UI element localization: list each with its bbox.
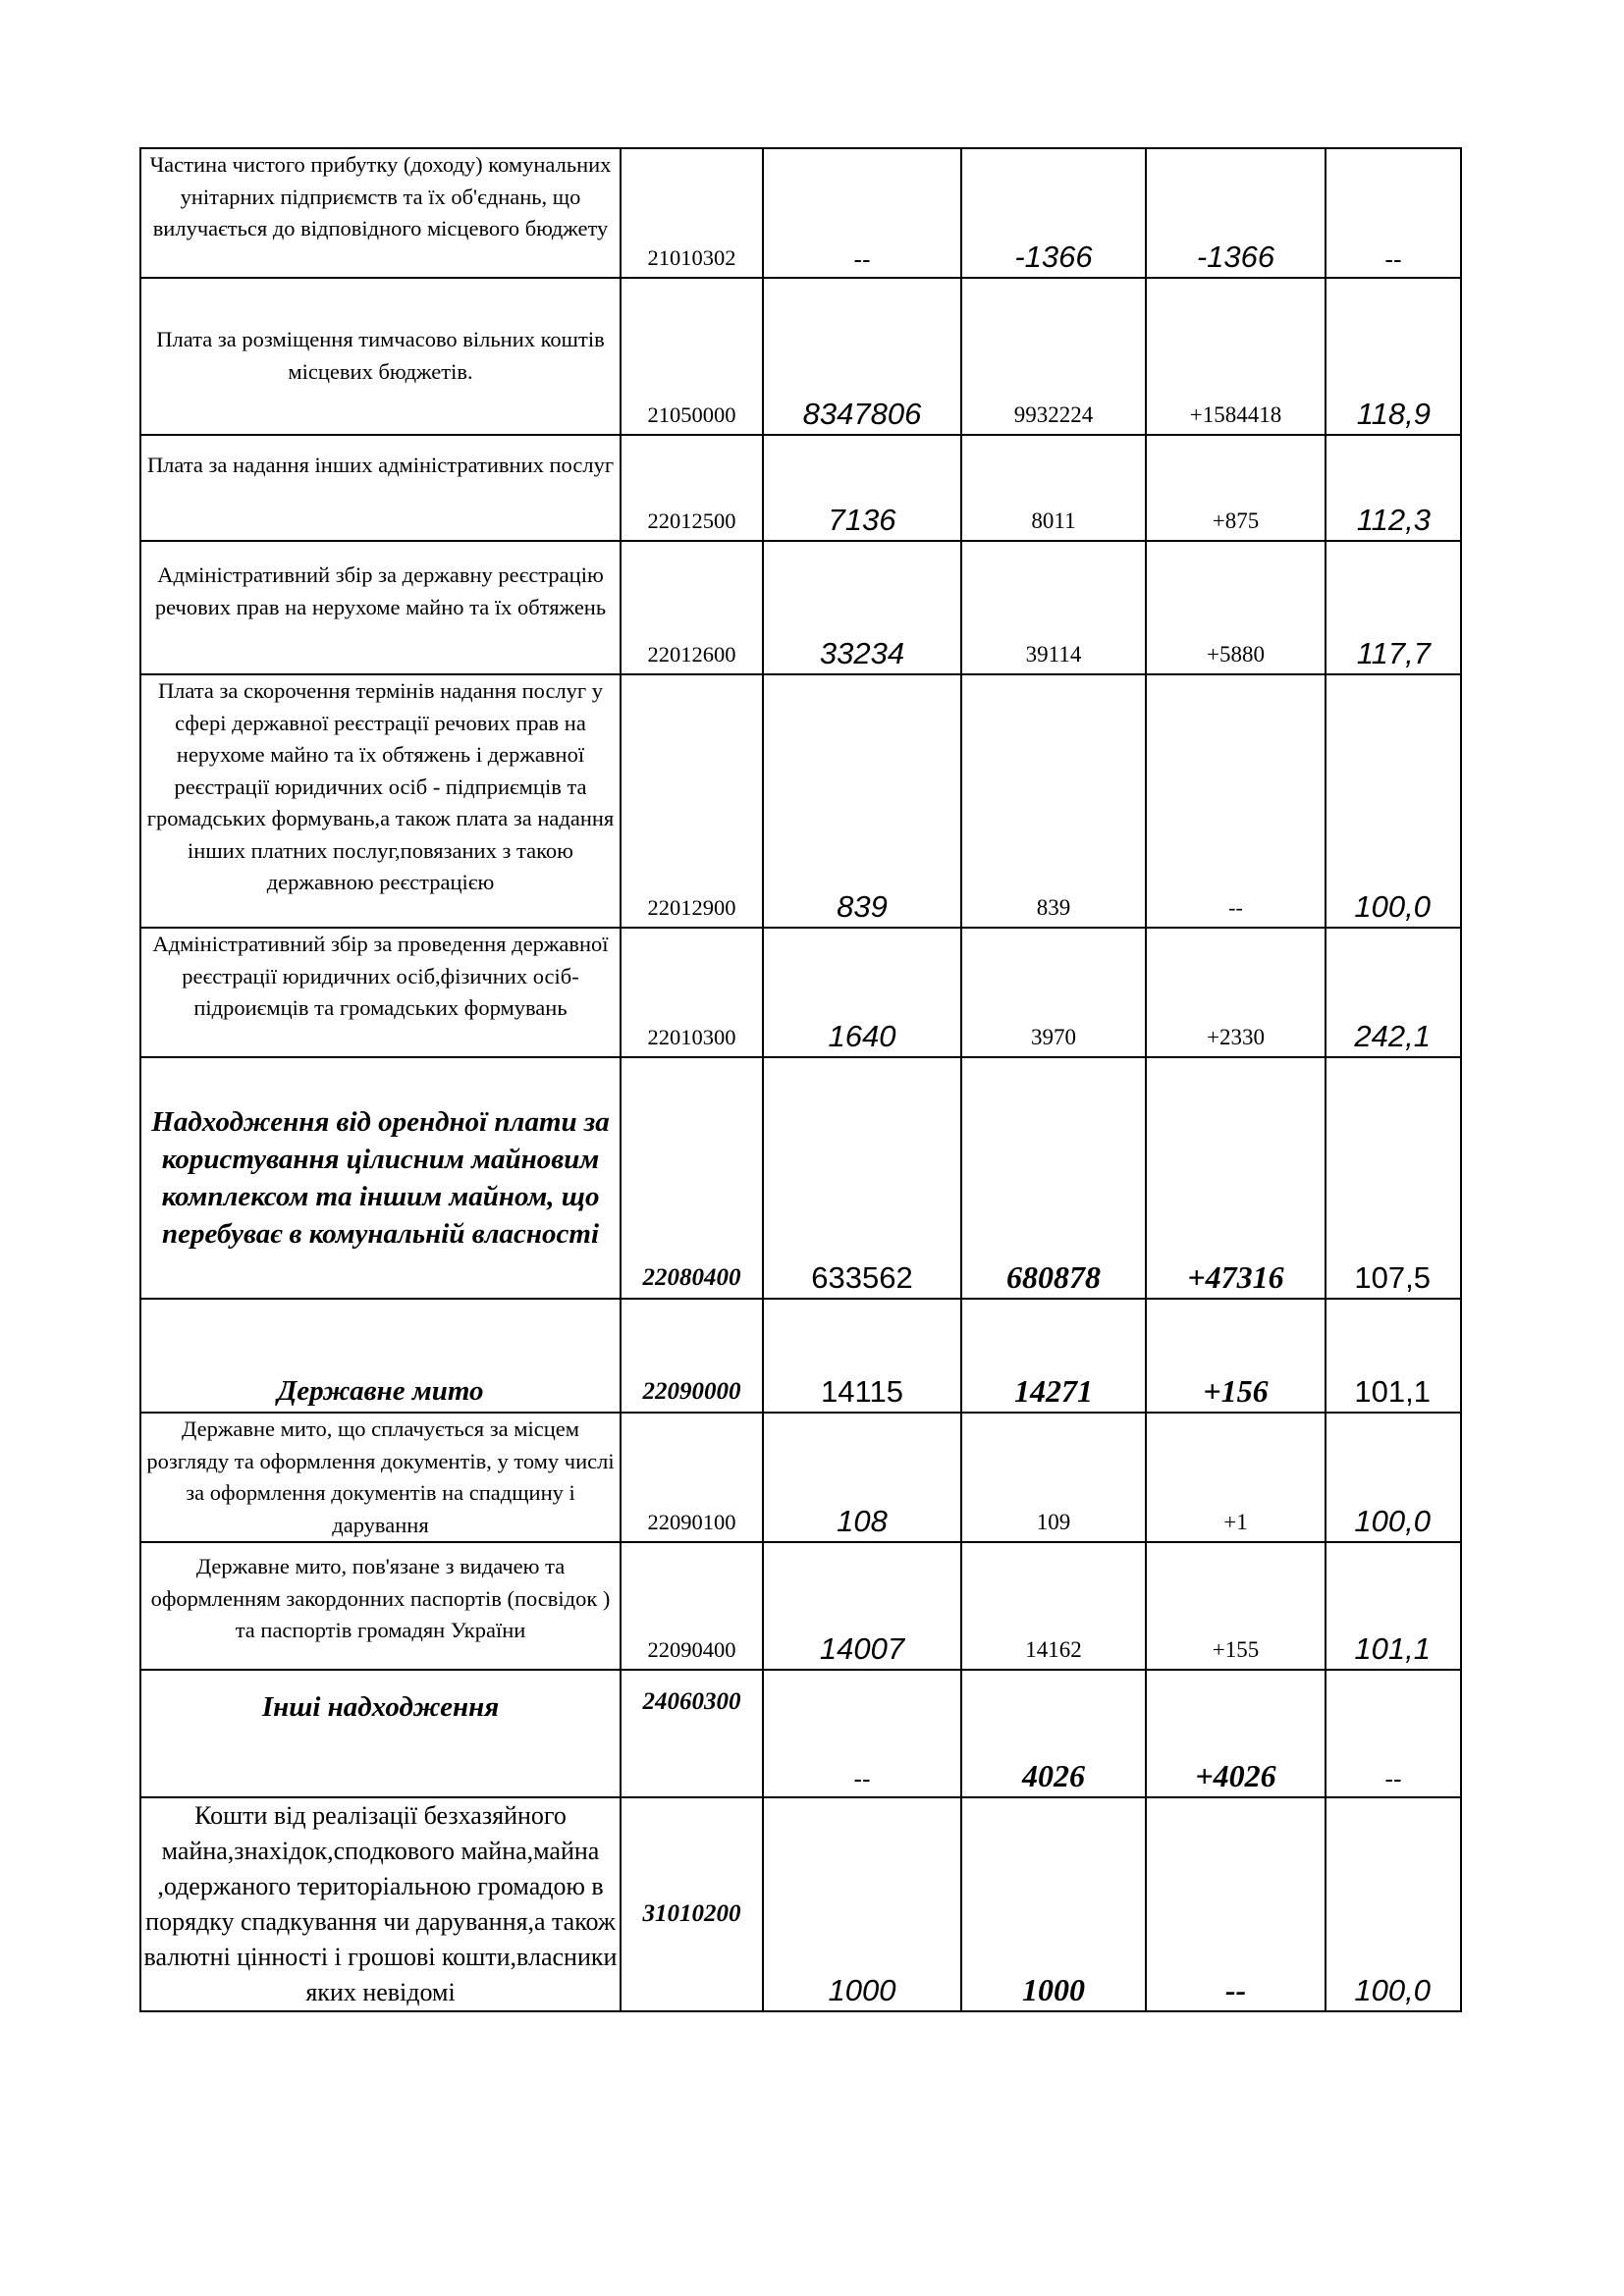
table-row: [140, 278, 1461, 435]
plan-value: 633562: [763, 1057, 961, 1299]
percent-value: 118,9: [1326, 278, 1461, 435]
percent-value: 100,0: [1326, 1797, 1461, 2011]
table-row: [140, 148, 1461, 278]
table-row: [140, 1670, 1461, 1797]
table-row: [140, 435, 1461, 541]
revenue-name: Плата за надання інших адміністративних послуг: [140, 435, 621, 541]
fact-value: 680878: [961, 1057, 1146, 1299]
revenue-code: 24060300: [621, 1670, 763, 1797]
revenue-code: 22080400: [621, 1057, 763, 1299]
revenue-name: Державне мито, що сплачується за місцем розгляду та оформлення документів, у тому числі за оформлення документів на спадщину і дарування: [140, 1413, 621, 1542]
deviation-value: --: [1146, 674, 1326, 928]
fact-value: 8011: [961, 435, 1146, 541]
plan-value: 108: [763, 1413, 961, 1542]
plan-value: 1000: [763, 1797, 961, 2011]
deviation-value: +47316: [1146, 1057, 1326, 1299]
revenue-name: Надходження від орендної плати за користування цілисним майновим комплексом та іншим майном, що перебуває в комунальній власності: [140, 1057, 621, 1299]
revenue-code: 21050000: [621, 278, 763, 435]
fact-value: 39114: [961, 541, 1146, 674]
table-row: [140, 541, 1461, 674]
deviation-value: +155: [1146, 1542, 1326, 1670]
table-row: [140, 1542, 1461, 1670]
percent-value: 101,1: [1326, 1542, 1461, 1670]
plan-value: 8347806: [763, 278, 961, 435]
fact-value: 839: [961, 674, 1146, 928]
percent-value: 112,3: [1326, 435, 1461, 541]
revenue-name: Державне мито: [140, 1299, 621, 1413]
deviation-value: +1: [1146, 1413, 1326, 1542]
percent-value: 107,5: [1326, 1057, 1461, 1299]
table-row: [140, 1797, 1461, 2011]
deviation-value: -1366: [1146, 148, 1326, 278]
revenue-name: Державне мито, пов'язане з видачею та оформленням закордонних паспортів (посвідок ) та паспортів громадян України: [140, 1542, 621, 1670]
plan-value: --: [763, 148, 961, 278]
revenue-code: 22012900: [621, 674, 763, 928]
deviation-value: +156: [1146, 1299, 1326, 1413]
revenue-name: Інші надходження: [140, 1670, 621, 1797]
percent-value: 117,7: [1326, 541, 1461, 674]
revenue-code: 22010300: [621, 928, 763, 1057]
percent-value: --: [1326, 148, 1461, 278]
percent-value: 101,1: [1326, 1299, 1461, 1413]
revenue-name: Адміністративний збір за проведення державної реєстрації юридичних осіб,фізичних осіб- підроиємців та громадських формувань: [140, 928, 621, 1057]
fact-value: 14162: [961, 1542, 1146, 1670]
deviation-value: --: [1146, 1797, 1326, 2011]
revenue-name: Кошти від реалізації безхазяйного майна,знахідок,сподкового майна,майна ,одержаного територіальною громадою в порядку спадкування чи дарування,а також валютні цінності і грошові кошти,власники яких невідомі: [140, 1797, 621, 2011]
percent-value: 100,0: [1326, 1413, 1461, 1542]
fact-value: 109: [961, 1413, 1146, 1542]
plan-value: 33234: [763, 541, 961, 674]
percent-value: --: [1326, 1670, 1461, 1797]
plan-value: --: [763, 1670, 961, 1797]
revenue-name: Плата за скорочення термінів надання послуг у сфері державної реєстрації речових прав на нерухоме майно та їх обтяжень і державної реєстрації юридичних осіб - підприємців та громадських формувань,а також плата за надання інших платних послуг,повязаних з такою державною реєстрацією: [140, 674, 621, 928]
table-row: [140, 1413, 1461, 1542]
fact-value: 14271: [961, 1299, 1146, 1413]
plan-value: 7136: [763, 435, 961, 541]
table-row: [140, 1057, 1461, 1299]
fact-value: 4026: [961, 1670, 1146, 1797]
percent-value: 242,1: [1326, 928, 1461, 1057]
revenue-code: 21010302: [621, 148, 763, 278]
table-row: [140, 928, 1461, 1057]
fact-value: -1366: [961, 148, 1146, 278]
revenue-name: Плата за розміщення тимчасово вільних коштів місцевих бюджетів.: [140, 278, 621, 435]
percent-value: 100,0: [1326, 674, 1461, 928]
table-row: [140, 674, 1461, 928]
deviation-value: +4026: [1146, 1670, 1326, 1797]
revenue-code: 22090100: [621, 1413, 763, 1542]
revenue-table: [139, 147, 1462, 2012]
plan-value: 839: [763, 674, 961, 928]
plan-value: 14115: [763, 1299, 961, 1413]
revenue-code: 22090400: [621, 1542, 763, 1670]
fact-value: 1000: [961, 1797, 1146, 2011]
fact-value: 9932224: [961, 278, 1146, 435]
table-row: [140, 1299, 1461, 1413]
revenue-code: 22090000: [621, 1299, 763, 1413]
deviation-value: +1584418: [1146, 278, 1326, 435]
revenue-name: Частина чистого прибутку (доходу) комунальних унітарних підприємств та їх об'єднань, що вилучається до відповідного місцевого бюджету: [140, 148, 621, 278]
deviation-value: +5880: [1146, 541, 1326, 674]
deviation-value: +2330: [1146, 928, 1326, 1057]
revenue-code: 31010200: [621, 1797, 763, 2011]
fact-value: 3970: [961, 928, 1146, 1057]
revenue-name: Адміністративний збір за державну реєстрацію речових прав на нерухоме майно та їх обтяжень: [140, 541, 621, 674]
plan-value: 1640: [763, 928, 961, 1057]
plan-value: 14007: [763, 1542, 961, 1670]
deviation-value: +875: [1146, 435, 1326, 541]
revenue-code: 22012600: [621, 541, 763, 674]
revenue-code: 22012500: [621, 435, 763, 541]
